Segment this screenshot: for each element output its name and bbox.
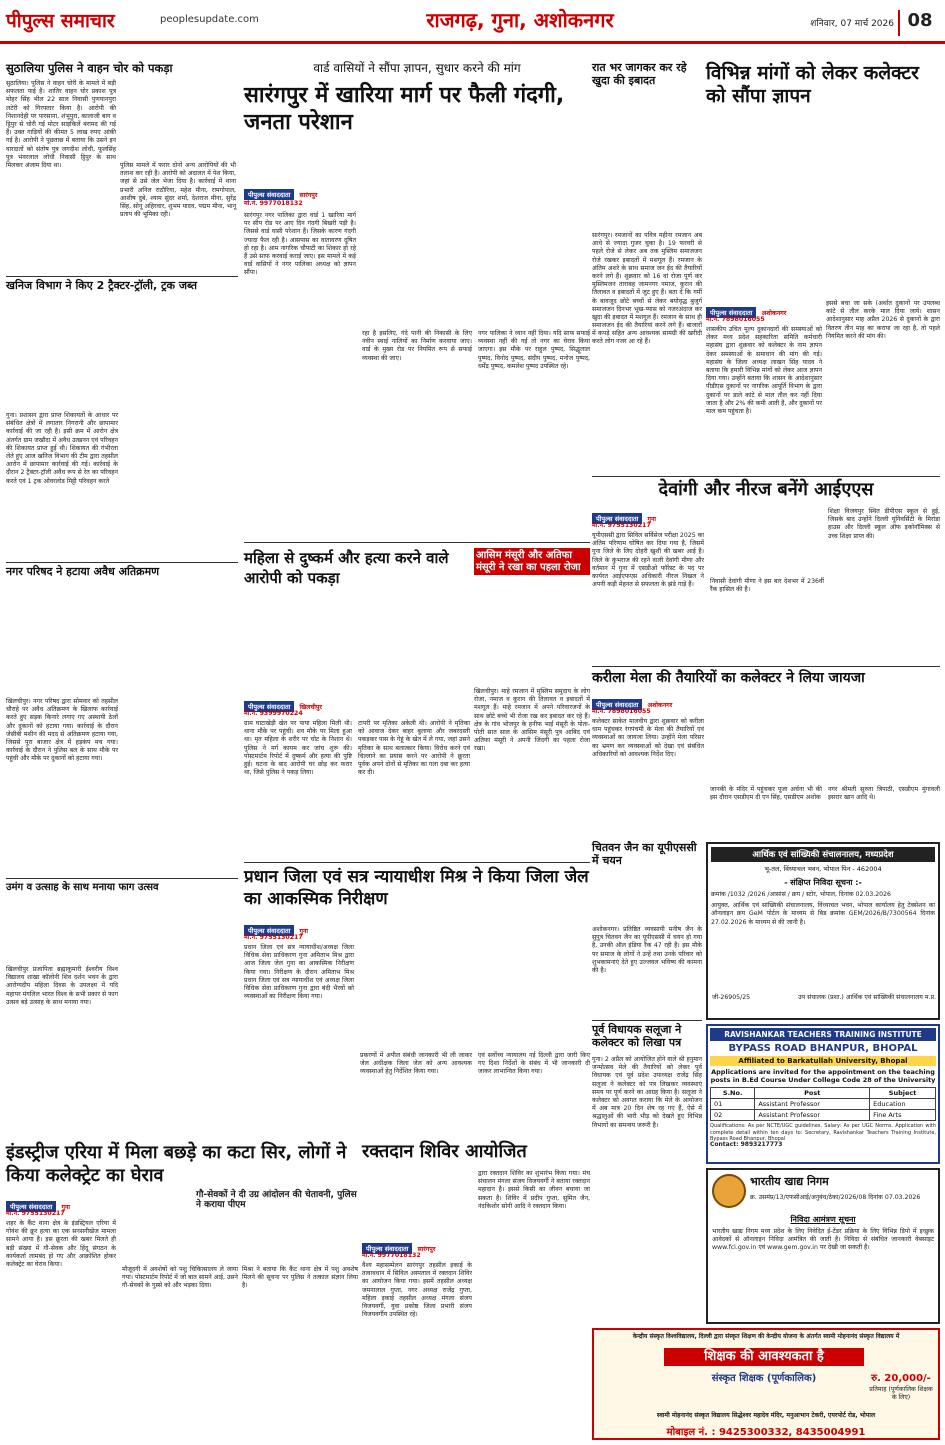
headline: खनिज विभाग ने किए 2 ट्रैक्टर-ट्रॉली, ट्रक जब्त [6,279,198,292]
article-ias-selection [592,480,940,664]
ad-fine-print: Qualifications: As per NCTE/UGC guidelines. Salary: As per UGC Norms. Application with complete detail within ten days to: Secretary, Ravishankar Teachers Training Institute, Bypass Road Bhanpur, Bhopal [710,1123,938,1143]
paper-logo: पीपुल्स समाचार [6,10,115,32]
ad-salary-note: प्रतिमाह (पूर्णकालिक शिक्षक के लिए) [869,1386,935,1402]
headline: उमंग व उत्साह के साथ मनाया फाग उत्सव [6,882,159,893]
ad-headline: शिक्षक की आवश्यकता है [664,1348,864,1366]
protest-photo [362,182,590,324]
col-header: S.No. [711,1088,755,1099]
byline: पीपुल्स संवाददाता खिलचीपुर [244,694,470,706]
headline: रक्तदान शिविर आयोजित [362,1141,527,1162]
headline: महिला से दुष्कर्म और हत्या करने वाले आरोपी को पकड़ा [244,549,449,588]
body-text: खिलचीपुर। नगर परिषद द्वारा सोमवार को तहसील चौराहे पर अवैध अतिक्रमण के खिलाफ कार्रवाई करते हुए सड़क किनारे लगाए गए अस्थायी ठेलों और दुकानों को हटाया गया। कार्रवाई के दौरान जेसीबी मशीन की मदद से अतिक्रमण हटाया गया, जिससे पूरा बाजार क्षेत्र में हड़कंप मच गया। कार्रवाई के दौरान ने पुलिस बल के साथ मौके पर पहुंची और मौके पर दुकानों को हटाया गया। [6,698,120,763]
kicker: गौ-सेवकों ने दी उग्र आंदोलन की चेतावनी, पुलिस ने कराया पीएम [196,1190,357,1211]
body-text: ग्राम घाटाखेड़ी खेत पर पाया महिला मिली थी। थाना मौके पर पहुंची। शव मौके पर मिला हुआ था। मृत महिला के शरीर पर चोट के निशान थे। पुलिस ने मर्ग कायम कर जांच शुरू की। पोस्टमार्टम रिपोर्ट में दुष्कर्म और हत्या की पुष्टि हुई। घटना के बाद आरोपी घर छोड़ कर फरार था, जिसे पुलिस ने पकड़ लिया। [244,720,354,777]
ad-address: भू-तल, विंध्याचल भवन, भोपाल पिन - 462004 [764,865,882,873]
byline: पीपुल्स संवाददाता अशोकनगर [706,300,824,312]
cell: Fine Arts [870,1110,936,1121]
body-text: सुठालिया। पुलिस ने वाहन चोरी के मामले में बड़ी सफलता पाई है। शातिर वाहन चोर प्रकाश पुत्र मोहर सिंह भील 22 साल निवासी पुणयानपुरा लटेरी को गिरफ्तार किया है। आरोपी की निशानदेही पर पारसाना, शंभूपुरा, कालाजी बाग व ट्ठिपुर से चोरी गई मोटर साइकिलें बरामद की गई हैं। उक्त गाड़ियों की कीमत 5 लाख रुपए आंकी गई है। आरोपी ने पूछताछ में बताया कि उसने इन वारदातों को संतोष पुत्र जगदीश लोधी, फूलसिंह पुत्र भंवरलाल लोधी निवासी ट्ठिपुर के साथ मिलकर अंजाम दिया था। [6,80,118,169]
ad-ref: क्रमांक /1032 /2026 /आसांसं / क्रय / स्टोर, भोपाल, दिनांक 02.03.2026 [711,891,891,898]
article-saluja-letter [592,1024,702,1324]
ad-contact: Contact: 9893217773 [710,1141,783,1148]
body-text-2: रहा है इसलिए, गंदे पानी की निकासी के लिए नवीन स्थाई नालियों का निर्माण करवाया जाए। वार्ड के मुख्य रोड पर नियमित रूप से सफाई व्यवस्था की जाए। [362,330,474,362]
ad-title: RAVISHANKAR TEACHERS TRAINING INSTITUTE [710,1028,936,1041]
body-text: यूपीएससी द्वारा सिविल सर्विसेज परीक्षा 2025 का अंतिम परिणाम घोषित कर दिया गया है, जिसमें गुना जिले के लिए दोहरी खुशी की खबर आई है। जिले के कुंभराज की रहने वाली देवांगी मीणा और वर्तमान में गुना में एसडीओ फॉरेस्ट के पद पर कार्यरत आईएफएस अधिकारी नीरज निखल ने अपनी कड़ी मेहनत से सफलता के झंडे गाड़े हैं। [592,532,706,589]
byline: पीपुल्स संवाददाता सारंगपुर [362,1236,472,1248]
headline: नगर परिषद ने हटाया अवैध अतिक्रमण [6,565,160,578]
jcb-photo [6,584,238,694]
cell: Assistant Professor [755,1110,870,1121]
police-press-photo [244,600,470,690]
ad-economic-statistics-tender [706,842,940,1020]
body-text-2: निवासी देवांगी मीणा ने इस बार देशभर में 236वीं रैंक हासिल की है। [710,578,826,594]
ad-sanskrit-teacher [592,1328,940,1440]
children-photo [474,594,590,684]
body-text-2: प्रकरणों में अपील संबंधी जानकारी भी ली जाकर जेल अधीक्षक जिला जेल को अन्य आवश्यक व्यवस्थाओं हेतु निर्देशित किया गया। [360,1052,474,1076]
ad-title: - संक्षिप्त निविदा सूचना :- [784,878,862,887]
ad-signature: उप संचालक (प्रशा.) आर्थिक एवं सांख्यिकी संचालनालय म.प्र. [798,994,936,1001]
mobile: मो.नं. 9977018132 [244,200,303,207]
kicker: वार्ड वासियों ने सौंपा ज्ञापन, सुधार करने की मांग [313,61,521,75]
headline: सुठालिया पुलिस ने वाहन चोर को पकड़ा [6,61,173,75]
website-link[interactable]: peoplesupdate.com [160,14,259,25]
body-text-2: मौजूदगी में अवशेषों को पशु चिकित्सालय ले जाया गया। पोस्टमार्टम रिपोर्ट में जो बात सामने आई, उसने गौ-सेवकों के गुस्से को और भड़का दिया। [122,1266,240,1290]
body-text: खिलचीपुर। माहे रमजान में मुस्लिम समुदाय के लोग रोजा, नमाज व कुरान की तिलावत व इबादतों में मशगूल हैं। माहे रमजान में अपने परिवारजनों के साथ छोटे बच्चे भी रोजा रख कर इबादत कर रहे हैं। क्षेत्र के गांव भोजपुर के हनीफ भाई मंसूरी के पोता-पोती सात साल के आसिम मंसूरी पुत्र आबिद एवं अतिफा मंसूरी ने अपनी जिंदगी का पहला रोजा रखा। [474,688,592,753]
body-text: वैश्य महासम्मेलन सारंगपुर तहसील इकाई के तत्वावधान में सिविल अस्पताल में रक्तदान शिविर का आयोजन किया गया। इसमें तहसील अध्यक्ष जमनालाल गुप्ता, नगर अध्यक्ष राजेंद्र गुप्ता, महिला इकाई तहसील अध्यक्ष मंगला संजय विजयवर्गी, युवा प्रकोष्ठ जिला प्रभारी संजय विजयवर्गीय उपस्थित रहे। [362,1262,474,1319]
divider [244,542,590,543]
group-photo [706,116,940,296]
devangi-photo [710,508,766,574]
headline: देवांगी और नीरज बनेंगे आईएएस [658,479,874,500]
donation-photo [362,1170,472,1232]
fci-logo [712,1174,746,1208]
article-ramzan-prayer [592,62,702,510]
headline: इंडस्ट्रीज एरिया में मिला बछड़े का कटा सिर, लोगों ने किया कलेक्ट्रेट का घेराव [6,1142,347,1186]
article-phag-festival [6,882,238,1058]
ad-text: भारतीय खाद्य निगम मध्य प्रदेश के लिए निवेदित ई-टेंडर प्रक्रिया के लिए विभिन्न डिपो में इच्छुक आवेदकों से ऑनलाइन निविदा आमंत्रित की जाती है। निविदा से संबंधित जानकारी वेबसाइट www.fci.gov.in एवं www.gem.gov.in पर देखी जा सकती है। [712,1228,936,1252]
ad-fci-tender [706,1168,940,1324]
col-header: Subject [870,1088,936,1099]
divider [592,666,940,667]
headline: करीला मेला की तैयारियों का कलेक्टर ने लिया जायजा [592,670,865,686]
ad-title: भारतीय खाद्य निगम [750,1175,829,1188]
body-text: सारंगपुर। रमजानों का पवित्र महीना रमजान अब आधे से ज्यादा गुजर चुका है। 19 फरवरी से पहले रोजे से लेकर अब तक मुस्लिम समाजजन रोजे रखकर इबादतों में मशगूल हैं। रमजान के अंतिम अशरे के साथ समाज जन ईद की तैयारियों करने लगे हैं। शुक्रवार को 16 वां रोजा पूर्ण कर मुस्लिमजन ताराबह जामनगर नमाज, कुरान की तिलावत व इबादतों में जुट हुए हैं। बता दें कि गर्मी के बावजूद छोटे बच्चों से लेकर बयोवृद्ध बुजुर्ग समाजजन दिनभर भूख-प्यास को नजरअंदाज कर खुदा की इबादत में मशगूल हैं। रमजान के साथ ही समाजजन ईद की तैयारियां करने लगे हैं। बाजारों में कपड़े सहित अन्य आवश्यक सामग्री की खरीदी करते लोग नजर आ रहे हैं। [592,232,704,346]
byline: पीपुल्स संवाददाता गुना [6,1194,116,1206]
ad-affiliation: Affiliated to Barkatullah University, Bhopal [710,1056,936,1066]
divider [6,276,238,277]
ad-code: जी-26905/25 [712,994,751,1001]
article-encroachment [6,566,238,876]
ad-ravishankar-institute [706,1024,940,1164]
caption-2: नगर श्रीमती सुरुता त्रिपाठी, एसडीएम मुंगावली इसरार खान आदि थे। [828,786,942,802]
ad-phone: मोबाइल नं. : 9425300332, 8435004991 [666,1427,866,1438]
masthead [0,0,945,44]
cell: Assistant Professor [755,1099,870,1110]
mobile: मो.नं. 9399970224 [244,710,303,717]
headline: प्रधान जिला एवं सत्र न्यायाधीश मिश्र ने किया जिला जेल का आकस्मिक निरीक्षण [244,867,589,910]
region-title: राजगढ़, गुना, अशोकनगर [426,8,614,32]
ad-note: Applications are invited for the appointment on the teaching posts in B.Ed Course Under College Code 28 of the University [710,1068,936,1084]
body-text-3: एवं सर्वोच्च न्यायालय नई दिल्ली द्वारा जारी किए गए दिशा निर्देशों के संबंध में भी जानकारी दी जाकर लाभान्वित किया गया। [478,1052,592,1076]
mobile: मो.नं. 7898016055 [706,316,765,323]
divider [592,476,940,477]
mobile: मो.नं. 9977018132 [362,1252,421,1259]
article-chitvan-upsc [592,842,702,1018]
byline: पीपुल्स संवाददाता गुना [244,918,354,930]
vacancy-table [710,1087,936,1121]
col-header: Post [755,1088,870,1099]
divider [6,878,238,879]
article-woman-crime [244,548,470,860]
ad-org: आर्थिक एवं सांख्यिकी संचालनालय, मध्यप्रदेश [711,847,935,862]
ad-sub: BYPASS ROAD BHANPUR, BHOPAL [728,1043,918,1054]
body-text-2: इससे बचा जा सके (अर्थात दुकानों पर उपलब्ध कांटे से तौल करके माल दिया जाये। शासन आदेशानुसार माह अप्रैल 2026 से दुकानों के द्वारा वितरण तीन माह का कराया जा रहा है, तो पहले नियमित करने की मांग की। [826,300,942,340]
body-text: अशोकनगर। प्रतिष्ठित व्यवसायी मनीष जैन के सुपुत्र चितवन जैन का यूपीएससी में चयन हो गया है, उनकी ऑल इंडिया रैंक 47 रही है। इस मौके पर समाज के लोगों ने उन्हें तथा उनके परिवार को शुभकामनाएं देते हुए उज्जवल भविष्य की कामना की है। [592,926,704,974]
headline: विभिन्न मांगों को लेकर कलेक्टर को सौंपा ज्ञापन [706,62,919,107]
mobile: मो.नं. 9755130217 [592,522,651,529]
headline: पूर्व विधायक सलूजा ने कलेक्टर को लिखा पत्र [592,1023,682,1049]
mobile: मो.नं. 7898016055 [592,708,651,715]
article-blood-donation [362,1142,590,1330]
article-calf-head [6,1142,358,1330]
article-vehicle-thief [6,62,238,274]
headline: चितवन जैन का यूपीएससी में चयन [592,841,697,867]
ad-sub: निविदा आमंत्रण सूचना [790,1215,856,1224]
byline: पीपुल्स संवाददाता गुना [592,506,712,518]
article-first-roza [474,548,590,860]
issue-date: शनिवार, 07 मार्च 2026 [810,19,894,29]
body-text-2: टापरी पर मृतिका अकेली थी। आरोपी ने मृतिका को आवाज देकर बाहर बुलाया और जबरदस्ती पकड़कर पास के गेहूं के खेत में ले गया, जहां उसने मृतिका के साथ बलात्कार किया। विरोध करने एवं चिल्लाने का प्रयास करने पर आरोपी ने क्रूरता पूर्वक अपने दोनों से मृतिका का गला दबा कर हत्या कर दी। [358,720,472,777]
body-text-2: पुलिस मामले में फरार दोनों अन्य आरोपियों की भी तलाश कर रही है। आरोपी को अदालत में पेश किया, जहां से उसे जेल भेजा दिया है। कार्रवाई में थाना प्रभारी अनिल राठौरिया, महेश मीना, रामगोपाल, आशीष दुबे, श्याम सुंदर शर्मा, देशराज मीना, सुरेंद्र सिंह, सोनू अहिरवार, शुभम यादव, पद्मम मीना, भानू प्रताप की भूमिका रही। [120,162,238,219]
ad-text: आयुक्त, आर्थिक एवं सांख्यिकी संचालनालय, विंध्याचल भवन, भोपाल कार्यालय हेतु टेक्सेशन का ऑनलाइन क्रय GeM पोर्टल के माध्यम से बिड क्रमांक GEM/2026/B/7300564 दिनांक 27.02.2026 के माध्यम से की जानी है। [711,902,937,926]
tractor-photo [6,298,238,408]
neeraj-photo [768,508,824,574]
police-station-photo [120,80,236,158]
mobile: मो.नं. 9755130217 [244,934,303,941]
ad-salary: रु. 20,000/- [871,1373,931,1384]
festival-photo [6,898,238,962]
chitvan-photo [592,874,632,922]
body-text: कलेक्टर साकेत मालवीय द्वारा शुक्रवार को करीला धाम पहुंचकर रंगपंचमी के मेला की तैयारियों एवं व्यवस्थाओं का जायजा लिया। उन्होंने मेला परिसर का भ्रमण कर व्यवस्थाओं को देखा एवं संबंधित अधिकारियों को आवश्यक निर्देश दिए। [592,718,706,758]
divider [6,562,238,563]
fair-inspection-photo [710,692,940,782]
body-text: खिलचीपुर प्रजापिता ब्रह्माकुमारी ईश्वरीय विश्व विद्यालय शाखा कॉलोनी शिव दर्शन भवन के द्वारा आरोग्यदीप महिला दिवस के उपलक्ष्य में यदि महापर मंगलिल भारत विश्व के सभी प्रकार से फाग उत्सव बड़े उत्साह के साथ मनाया गया। [6,966,120,1006]
cell: Education [870,1099,936,1110]
article-sarangpur-garbage [244,62,590,540]
ad-address: स्वामी मोहनानंद संस्कृत विद्यालय सिद्धेश्वर महादेव मंदिर, मनुआभान टेकरी, एयरपोर्ट रोड, भोपाल [656,1412,876,1419]
table-row [711,1110,936,1121]
ad-ref: क्र. उसमंप्र/13/एफसीआई/अनुबंध/ठेका/2026/08 दिनांक 07.03.2026 [750,1194,921,1201]
headline: सारंगपुर में खारिया मार्ग पर फैली गंदगी, जनता परेशान [244,82,565,136]
jail-visit-photo [360,918,590,1048]
headline: रात भर जागकर कर रहे खुदा की इबादत [592,61,687,87]
headline: आसिम मंसूरी और अतिफा मंसूरी ने रखा का पहला रोजा [474,548,590,575]
mobile: मो.नं. 9755130217 [6,1210,65,1217]
divider [244,862,590,863]
body-text-3: शिक्षा विजयपुर स्थित डीपीएस स्कूल से हुई, जिसके बाद उन्होंने दिल्ली यूनिवर्सिटी के मिरांडा हाउस और दिल्ली स्कूल ऑफ इकोनॉमिक्स से उच्च शिक्षा प्राप्त की। [828,508,942,540]
cell: 02 [711,1110,755,1121]
article-collector-memorandum [706,62,940,472]
byline: पीपुल्स संवाददाता अशोकनगर [592,692,712,704]
body-text: गुना। प्रशासन द्वारा प्राप्त शिकायतों के आधार पर संबंधित क्षेत्रों में लगातार निगरानी और छापामार कार्रवाई की जा रही है। इसी क्रम में आरोन क्षेत्र अंतर्गत ग्राम जखौदा में अवैध उत्खनन एवं परिवहन की शिकायत प्राप्त हुई थी। शिकायत की गंभीरता लेते हुए आज खनिज विभाग की टीम द्वारा तहसील आरोन में छापामार कार्रवाई की गई। कार्रवाई के दौरान 2 ट्रैक्टर-ट्रॉली अवैध रूप से रेत का परिवहन करते एवं 1 ट्रक ओवरलोड मिट्टी परिवहन करते [6,412,120,485]
body-text: शासकीय उचित मूल्य दुकानदारों की समस्याओं को लेकर मध्य प्रदेश सहकारिता समिति कर्मचारी महासंघ द्वारा शुक्रवार को कलेक्टर के नाम ज्ञापन देकर समस्याओं के समाधान की मांग की गई। महासंघ के जिला अध्यक्ष लाखन सिंह यादव ने बताया कि हमारी विभिन्न मांगों को लेकर आज ज्ञापन दिया गया। उन्होंने बताया कि शासन के आदेशानुसार पीडीएस दुकानों पर नागरिक आपूर्ति विभाग के द्वारा दुकानों पर डाले कांटे से माल तौल कर नहीं दिया जाता है और 2% की कमी आती है, और दुकानों पर माल कम पहुंचता है। [706,326,824,415]
body-text: शहर के कैंट थाना क्षेत्र के इंडस्ट्रियल एरिया में गोवंश की क्रूर हत्या का एक सनसनीखेज मामला सामने आया है। इस क्रूरता की खबर मिलते ही बड़ी संख्या में गौ-सेवक और हिंदू संगठन के कार्यकर्ता लामबंद हो गए और आक्रोशित होकर कलेक्ट्रेट का घेराव किया। [6,1220,118,1268]
cell: 01 [711,1099,755,1110]
ad-post: संस्कृत शिक्षक (पूर्णकालिक) [711,1373,817,1384]
body-text-2: द्वारा रक्तदान शिविर का शुभारंभ किया गया। मंच संचालन मंगला संजय विजयवर्गी ने बताया रक्तदान महादान है। इससे किसी का जीवन बचाया जा सकता है। शिविर में प्रदीप गुप्ता, सुमित जैन, नंदकिशोर सोनी आदि ने रक्तदान किया। [478,1170,592,1210]
mosque-photo [592,98,702,228]
ad-top-line: केन्द्रीय संस्कृत विश्वविद्यालय, दिल्ली द्वारा संस्कृत शिक्षण की केन्द्रीय योजना के अंतर्गत स्वामी मोहनानंद संस्कृत विद्यालय में [632,1333,900,1340]
body-text: प्रधान जिला एवं सत्र न्यायाधीश/अध्यक्ष जिला विधिक सेवा प्राधिकरण गुना अमिताभ मिश्र द्वारा आज जिला जेल गुना का आकस्मिक निरीक्षण किया गया। निरीक्षण के दौरान अमिताभ मिश्र प्रधान जिला एवं सत्र न्यायाधीश एवं अध्यक्ष जिला विधिक सेवा प्राधिकरण गुना द्वारा बंदी भैरवों को व्यवस्थाओं का निरीक्षण किया गया। [244,944,356,1001]
body-text: गुना। 2 अप्रैल को आयोजित होने वाले श्री हनुमान जन्मोत्सव मेले की तैयारियों को लेकर पूर्व विधायक एवं पूर्व प्रदेश उपाध्यक्ष राजेंद्र सिंह सलूजा ने कलेक्टर को पत्र लिखकर व्यवस्थाएं समय पर पूर्ण करने का आग्रह किया है। सलूजा ने कलेक्टर को अवगत कराया कि मेले के आयोजन में अब मात्र 20 दिन शेष रह गए हैं, ऐसे में श्रद्धालुओं की भारी भीड़ को देखते हुए विभिन्न विभागों का समन्वय जरूरी है। [592,1056,704,1129]
article-mining-seizure [6,280,238,560]
table-row [711,1099,936,1110]
body-text-3: नगर पालिका ने ध्यान नहीं दिया। यदि साफ सफाई व्यवस्था नहीं की गई तो नगर का घेराव किया जाएगा। इस मौके पर राहुल पुष्पद, सिद्धूलाल पुष्पद, विनोद पुष्पद, संदीप पुष्पद, मनोज पुष्पद, धर्मेंद्र पुष्पद, कमलेश पुष्पद उपस्थित रहे। [478,330,592,370]
body-text-3: मिश्रा ने बताया कि कैंट थाना क्षेत्र में पशु अवशेष मिलने की सूचना पर पुलिस ने तत्काल संज्ञान लिया है। [242,1266,360,1290]
divider [592,1020,702,1021]
body-text: सारंगपुर नगर पालिका द्वारा वार्ड 1 खारिया मार्ग पर सीप रोड पर आए दिन गंदगी बिखरी पड़ी है। जिससे वार्ड वासी परेशान हैं। जिसके कारण गंदगी ज्यादा फैल रही है। आसपास का वातावरण दूषित हो रहा है। आम नागरिक चौपाटी का शिकार हो रहे हैं उसे साफ करवाई कराई जाए। इस मामले में कई वार्ड वासियों ने नगर पालिका अध्यक्ष को ज्ञापन सौंपा। [244,212,358,277]
article-jail-inspection [244,866,590,1138]
byline: पीपुल्स संवाददाता सारंगपुर [244,182,354,194]
protest-photo [122,1222,358,1262]
page-number: 08 [898,10,940,36]
article-karila-fair [592,670,940,838]
caption: जानकी के मंदिर में पहुंचकर पूजा अर्चना भी की इस दौरान एसडीएम दी एन सिंह, एसडीएम अशोक [710,786,824,802]
